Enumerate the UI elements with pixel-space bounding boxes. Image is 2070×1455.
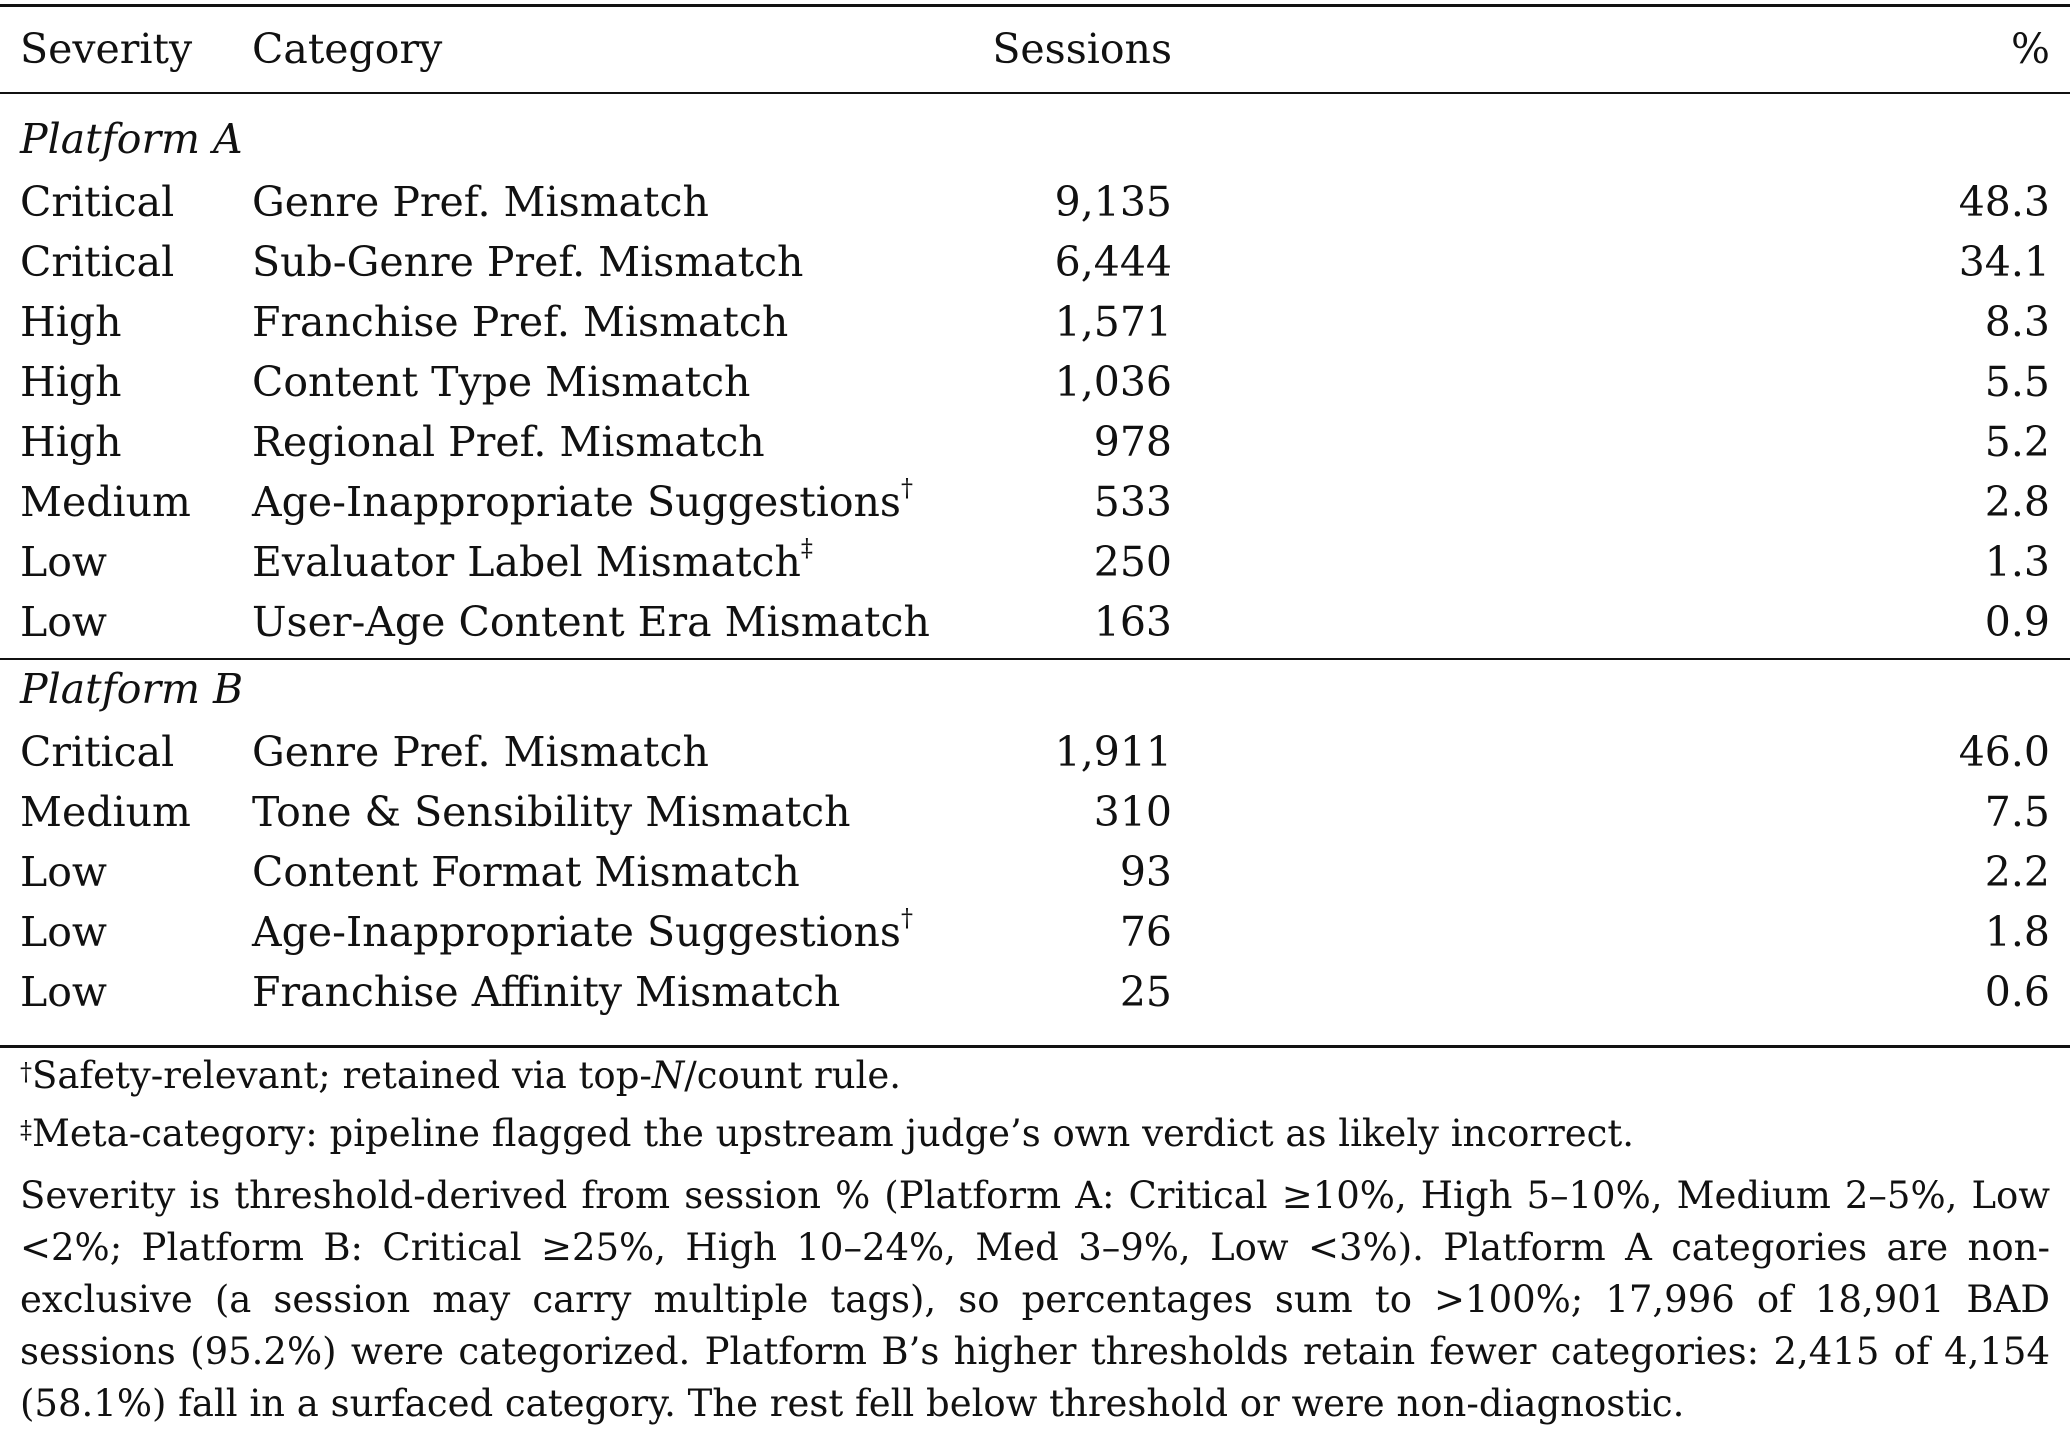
footnote-ddagger xyxy=(20,1108,2050,1166)
percent-cell: 1.8 xyxy=(1984,908,2050,956)
severity-cell: High xyxy=(20,418,122,466)
category-label: Content Format Mismatch xyxy=(252,848,800,896)
category-cell xyxy=(252,902,992,962)
table-row xyxy=(0,782,2070,842)
category-label: Evaluator Label Mismatch xyxy=(252,538,801,586)
category-cell xyxy=(252,172,992,232)
category-label: Genre Pref. Mismatch xyxy=(252,178,709,226)
sessions-cell: 1,036 xyxy=(1054,358,1172,406)
header-category: Category xyxy=(252,25,443,73)
category-cell xyxy=(252,962,992,1022)
group-label-row xyxy=(0,92,2070,172)
category-cell xyxy=(252,232,992,292)
platform-a-group xyxy=(0,92,2070,652)
table-row xyxy=(0,532,2070,592)
percent-cell: 7.5 xyxy=(1984,788,2050,836)
percent-cell: 8.3 xyxy=(1984,298,2050,346)
footnote-mark: † xyxy=(900,904,913,932)
table-row xyxy=(0,412,2070,472)
severity-cell: Critical xyxy=(20,178,175,226)
table-row xyxy=(0,232,2070,292)
percent-cell: 48.3 xyxy=(1958,178,2050,226)
table-row xyxy=(0,352,2070,412)
table-row xyxy=(0,722,2070,782)
sessions-cell: 310 xyxy=(1093,788,1172,836)
category-label: Age-Inappropriate Suggestions xyxy=(252,908,901,956)
category-cell xyxy=(252,412,992,472)
percent-cell: 2.8 xyxy=(1984,478,2050,526)
footnote-dagger-text-before: Safety-relevant; retained via top- xyxy=(32,1054,652,1097)
header-sessions: Sessions xyxy=(992,25,1172,73)
category-label: Regional Pref. Mismatch xyxy=(252,418,765,466)
footnote-ddagger-text: Meta-category: pipeline flagged the upstream judge’s own verdict as likely incorrect. xyxy=(32,1112,1635,1155)
category-label: User-Age Content Era Mismatch xyxy=(252,598,930,646)
category-cell xyxy=(252,352,992,412)
severity-cell: Low xyxy=(20,598,108,646)
table-row xyxy=(0,172,2070,232)
header-percent: % xyxy=(2011,25,2050,73)
category-cell xyxy=(252,782,992,842)
sessions-cell: 250 xyxy=(1093,538,1172,586)
severity-cell: Low xyxy=(20,538,108,586)
category-cell xyxy=(252,592,992,652)
sessions-cell: 93 xyxy=(1119,848,1172,896)
category-cell xyxy=(252,722,992,782)
category-cell xyxy=(252,842,992,902)
category-cell xyxy=(252,472,992,532)
severity-cell: Medium xyxy=(20,788,191,836)
table-row xyxy=(0,842,2070,902)
group-label: Platform A xyxy=(20,115,243,163)
percent-cell: 0.9 xyxy=(1984,598,2050,646)
table-row xyxy=(0,962,2070,1022)
header-rule xyxy=(0,92,2070,94)
footnote-mark: ‡ xyxy=(800,534,813,562)
severity-cell: Medium xyxy=(20,478,191,526)
header-row xyxy=(0,0,2070,92)
table-row xyxy=(0,902,2070,962)
percent-cell: 2.2 xyxy=(1984,848,2050,896)
table-row xyxy=(0,472,2070,532)
percent-cell: 5.5 xyxy=(1984,358,2050,406)
percent-cell: 0.6 xyxy=(1984,968,2050,1016)
group-separator-rule xyxy=(0,658,2070,660)
sessions-cell: 1,571 xyxy=(1054,298,1172,346)
category-label: Tone & Sensibility Mismatch xyxy=(252,788,851,836)
dagger-mark: † xyxy=(20,1058,32,1086)
sessions-cell: 9,135 xyxy=(1054,178,1172,226)
percent-cell: 34.1 xyxy=(1958,238,2050,286)
footnote-dagger-text-after: /count rule. xyxy=(684,1054,902,1097)
severity-cell: High xyxy=(20,358,122,406)
footnote-dagger xyxy=(20,1050,2050,1108)
category-cell xyxy=(252,292,992,352)
severity-cell: Low xyxy=(20,908,108,956)
severity-cell: High xyxy=(20,298,122,346)
table-row xyxy=(0,592,2070,652)
top-rule xyxy=(0,4,2070,7)
sessions-cell: 978 xyxy=(1093,418,1172,466)
percent-cell: 1.3 xyxy=(1984,538,2050,586)
category-label: Sub-Genre Pref. Mismatch xyxy=(252,238,804,286)
footnote-mark: † xyxy=(900,474,913,502)
category-label: Genre Pref. Mismatch xyxy=(252,728,709,776)
sessions-cell: 76 xyxy=(1119,908,1172,956)
header-severity: Severity xyxy=(20,25,193,73)
group-label: Platform B xyxy=(20,665,244,713)
category-label: Franchise Pref. Mismatch xyxy=(252,298,789,346)
sessions-cell: 533 xyxy=(1093,478,1172,526)
bottom-rule xyxy=(0,1045,2070,1048)
percent-cell: 46.0 xyxy=(1958,728,2050,776)
category-label: Franchise Affinity Mismatch xyxy=(252,968,841,1016)
group-label-row xyxy=(0,652,2070,722)
sessions-cell: 163 xyxy=(1093,598,1172,646)
severity-cell: Critical xyxy=(20,728,175,776)
severity-cell: Critical xyxy=(20,238,175,286)
sessions-cell: 25 xyxy=(1119,968,1172,1016)
severity-note: Severity is threshold-derived from session % (Platform A: Critical ≥10%, High 5–10%, Medium 2–5%, Low <2%; Platform B: Critical ≥25%, High 10–24%, Med 3–9%, Low <3%). Platform A categories are non-exclusive (a session may carry multiple tags), so percentages sum to >100%; 17,996 of 18,901 BAD sessions (95.2%) were categorized. Platform B’s higher thresholds retain fewer categories: 2,415 of 4,154 (58.1%) fall in a surfaced category. The rest fell below threshold or were non-diagnostic. xyxy=(20,1174,2050,1425)
table-row xyxy=(0,292,2070,352)
category-cell xyxy=(252,532,992,592)
platform-b-group xyxy=(0,652,2070,1022)
sessions-cell: 6,444 xyxy=(1054,238,1172,286)
footnote-dagger-math: N xyxy=(651,1054,685,1097)
category-label: Age-Inappropriate Suggestions xyxy=(252,478,901,526)
severity-cell: Low xyxy=(20,848,108,896)
category-label: Content Type Mismatch xyxy=(252,358,751,406)
severity-cell: Low xyxy=(20,968,108,1016)
ddagger-mark: ‡ xyxy=(20,1116,32,1144)
sessions-cell: 1,911 xyxy=(1054,728,1172,776)
percent-cell: 5.2 xyxy=(1984,418,2050,466)
table-notes xyxy=(20,1050,2050,1430)
